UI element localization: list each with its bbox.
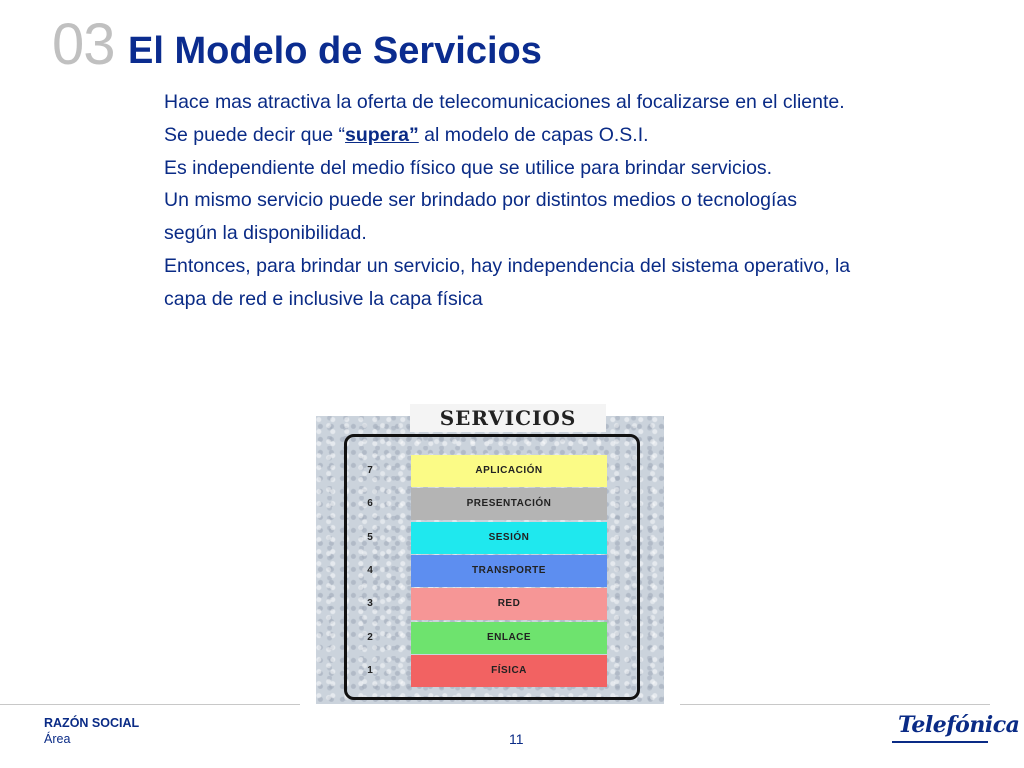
layer-box: SESIÓN (411, 522, 607, 554)
diagram-header: SERVICIOS (410, 404, 606, 432)
layer-row (316, 655, 664, 687)
footer-divider-left (0, 704, 300, 705)
area-label: Área (44, 732, 71, 746)
layer-box: APLICACIÓN (411, 455, 607, 487)
section-number: 03 (52, 12, 115, 77)
layer-row (316, 488, 664, 520)
body-line-1: Hace mas atractiva la oferta de telecomunicaciones al focalizarse en el cliente. (164, 91, 845, 113)
body-line-2 (164, 119, 994, 152)
osi-services-diagram (316, 404, 664, 704)
body-line-7: capa de red e inclusive la capa física (164, 287, 483, 310)
body-line-6: Entonces, para brindar un servicio, hay independencia del sistema operativo, la (164, 254, 851, 277)
supera-highlight: supera” (345, 123, 419, 146)
layer-box: RED (411, 588, 607, 620)
layer-box: FÍSICA (411, 655, 607, 687)
layer-row (316, 622, 664, 654)
footer-divider-right (680, 704, 990, 705)
page-number: 11 (509, 731, 524, 747)
logo-underline (892, 741, 988, 743)
layer-row (316, 555, 664, 587)
layer-number: 7 (367, 465, 373, 476)
slide-title: El Modelo de Servicios (128, 30, 542, 72)
body-text (164, 86, 994, 316)
body-line-2-pre: Se puede decir que “ (164, 123, 346, 146)
layer-box: PRESENTACIÓN (411, 488, 607, 520)
body-line-5: según la disponibilidad. (164, 222, 367, 245)
layer-number: 3 (367, 598, 373, 610)
layer-number: 5 (367, 531, 373, 543)
footer-company-info (44, 716, 139, 746)
layer-number: 4 (367, 564, 373, 576)
layer-number: 1 (367, 664, 373, 676)
layer-row (316, 455, 664, 487)
layer-number: 6 (367, 498, 373, 510)
layer-box: ENLACE (411, 622, 607, 654)
layer-number: 2 (367, 631, 373, 643)
body-line-3: Es independiente del medio físico que se utilice para brindar servicios. (164, 156, 773, 179)
body-line-2-post: al modelo de capas O.S.I. (418, 123, 649, 146)
body-line-4: Un mismo servicio puede ser brindado por distintos medios o tecnologías (164, 189, 797, 212)
layer-row (316, 522, 664, 554)
company-name: RAZÓN SOCIAL (44, 716, 140, 730)
telefonica-logo: Telefónica (898, 712, 1020, 738)
layer-row (316, 588, 664, 620)
layer-box: TRANSPORTE (411, 555, 607, 587)
